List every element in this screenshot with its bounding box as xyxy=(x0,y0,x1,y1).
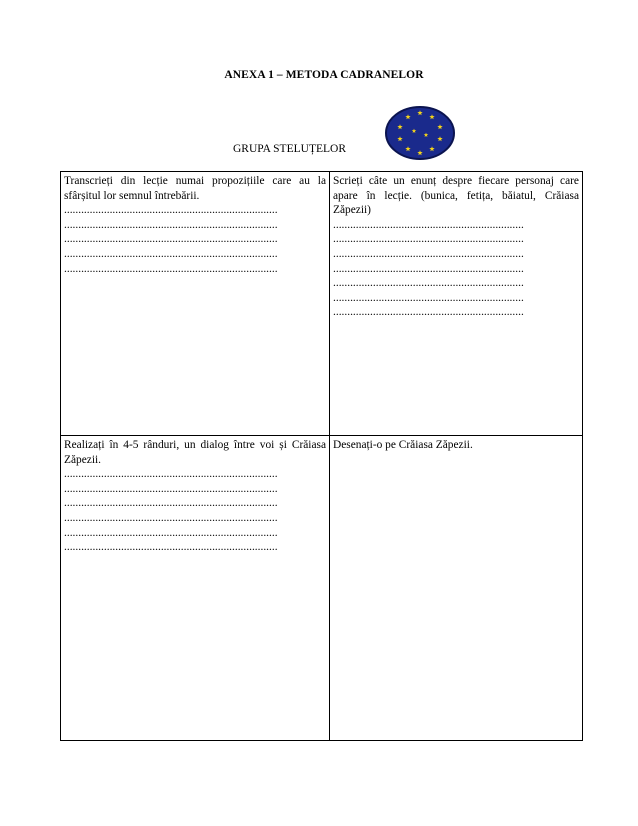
quadrant-2-instruction: Scrieți câte un enunț despre fiecare personaj care apare în lecție. (bunica, fetița, băiatul, Crăiasa Zăpezii) xyxy=(333,175,579,217)
answer-line: ................................................................... xyxy=(333,277,524,290)
quadrant-3 xyxy=(61,436,330,740)
answer-line: ................................................................... xyxy=(333,218,524,231)
quadrant-1 xyxy=(61,172,330,436)
quadrant-1-instruction: Transcrieți din lecție numai propozițiile care au la sfârșitul lor semnul întrebării. xyxy=(64,175,326,202)
answer-line: ................................................................... xyxy=(333,306,524,319)
group-label: GRUPA STELUȚELOR xyxy=(233,143,346,155)
answer-line: ........................................................................... xyxy=(64,482,278,495)
quadrant-3-lines xyxy=(64,467,326,555)
quadrant-4 xyxy=(330,436,582,740)
quadrant-4-instruction: Desenați-o pe Crăiasa Zăpezii. xyxy=(333,439,473,451)
page-title: ANEXA 1 – METODA CADRANELOR xyxy=(224,69,424,81)
answer-line: ................................................................... xyxy=(333,233,524,246)
answer-line: ........................................................................... xyxy=(64,511,278,524)
answer-line: ........................................................................... xyxy=(64,218,278,231)
answer-line: ........................................................................... xyxy=(64,541,278,554)
quadrant-2-lines xyxy=(333,218,579,320)
quadrant-grid xyxy=(60,171,583,741)
answer-line: ........................................................................... xyxy=(64,233,278,246)
star-circle-emblem-icon xyxy=(384,105,456,161)
answer-line: ........................................................................... xyxy=(64,204,278,217)
answer-line: ........................................................................... xyxy=(64,468,278,481)
quadrant-3-instruction: Realizați în 4-5 rânduri, un dialog între voi și Crăiasa Zăpezii. xyxy=(64,439,326,466)
answer-line: ........................................................................... xyxy=(64,526,278,539)
answer-line: ................................................................... xyxy=(333,291,524,304)
answer-line: ........................................................................... xyxy=(64,497,278,510)
quadrant-2 xyxy=(330,172,582,436)
quadrant-1-lines xyxy=(64,203,326,276)
answer-line: ........................................................................... xyxy=(64,262,278,275)
answer-line: ................................................................... xyxy=(333,262,524,275)
answer-line: ................................................................... xyxy=(333,247,524,260)
answer-line: ........................................................................... xyxy=(64,247,278,260)
